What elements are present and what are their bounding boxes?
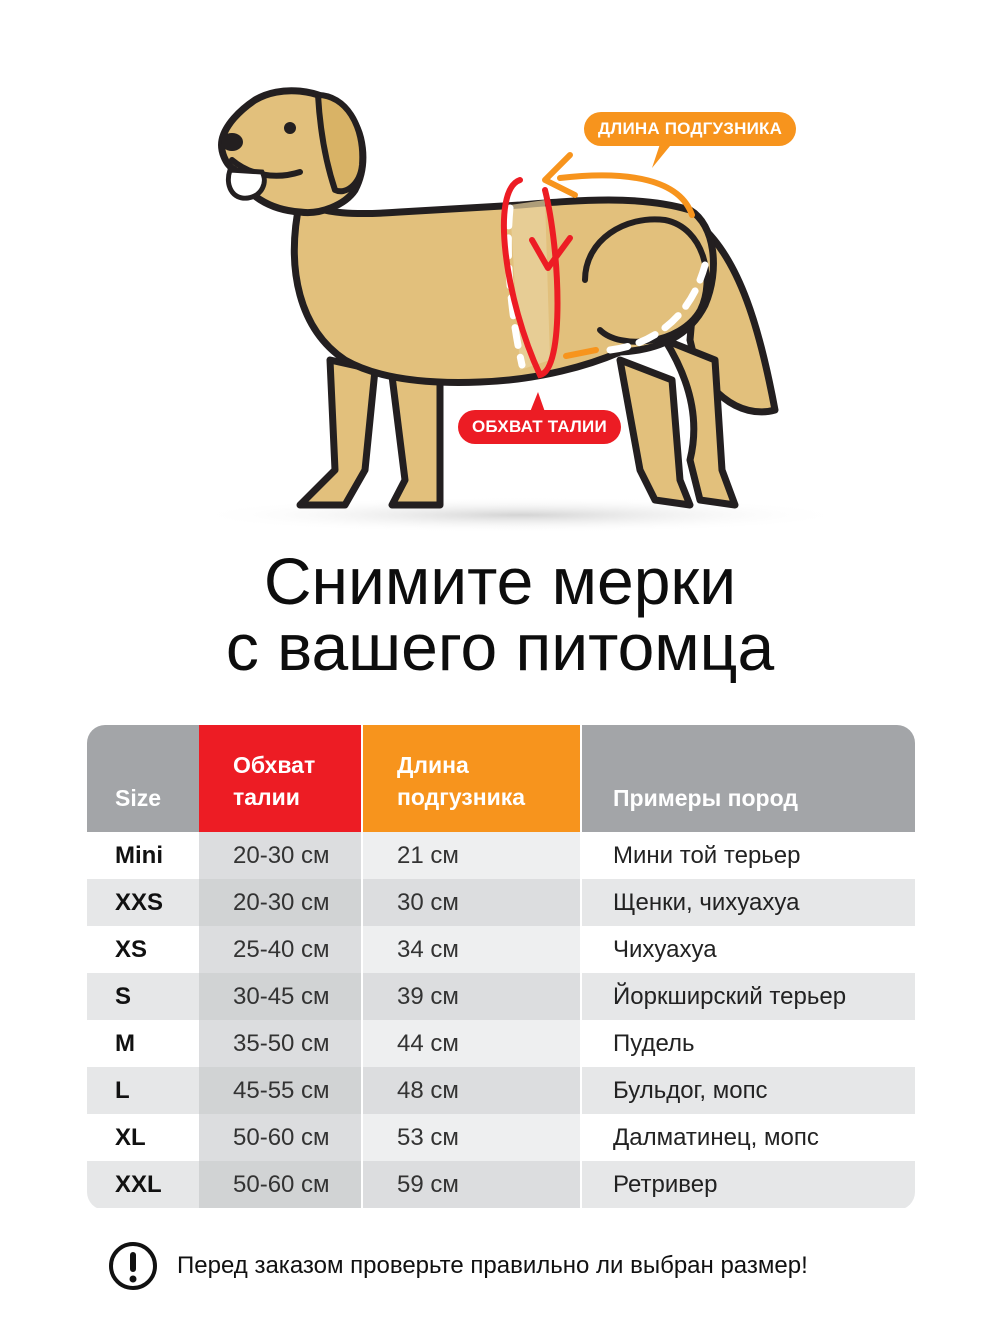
cell-waist: 50-60 см <box>199 1161 361 1208</box>
header-length <box>363 725 580 832</box>
cell-waist: 45-55 см <box>199 1067 361 1114</box>
cell-breeds: Мини той терьер <box>613 842 801 869</box>
header-breeds: Примеры пород <box>613 785 798 811</box>
exclamation-circle-icon <box>107 1240 159 1292</box>
cell-waist: 30-45 см <box>199 973 361 1020</box>
cell-length: 59 см <box>363 1161 580 1208</box>
ground-shadow <box>190 497 850 533</box>
cell-waist: 35-50 см <box>199 1020 361 1067</box>
cell-size: XXL <box>115 1171 162 1198</box>
header-length-line-2: подгузника <box>397 784 526 810</box>
length-label-pointer <box>652 144 670 168</box>
length-label: ДЛИНА ПОДГУЗНИКА <box>584 112 796 146</box>
waist-label: ОБХВАТ ТАЛИИ <box>458 410 621 444</box>
cell-breeds: Далматинец, мопс <box>613 1124 819 1151</box>
table-row <box>87 926 915 973</box>
column-divider <box>361 725 363 1210</box>
page-title <box>0 544 1000 684</box>
footer-text: Перед заказом проверьте правильно ли выбран размер! <box>177 1252 808 1279</box>
header-waist-line-2: талии <box>233 784 300 810</box>
header-size: Size <box>115 785 162 811</box>
cell-length: 48 см <box>363 1067 580 1114</box>
table-row <box>87 1020 915 1067</box>
cell-size: XXS <box>115 889 164 916</box>
page-title-line-2: с вашего питомца <box>225 610 775 684</box>
dog-tongue <box>228 170 264 198</box>
page-title-line-1: Снимите мерки <box>263 544 737 618</box>
cell-length: 53 см <box>363 1114 580 1161</box>
cell-breeds: Ретривер <box>613 1171 718 1198</box>
dog-measurement-illustration <box>0 0 1000 540</box>
cell-breeds: Чихуахуа <box>613 936 717 963</box>
cell-breeds: Пудель <box>613 1030 695 1057</box>
dog-back-leg-far <box>620 360 690 505</box>
cell-size: L <box>115 1077 130 1104</box>
cell-length: 21 см <box>363 832 580 879</box>
cell-size: XS <box>115 936 148 963</box>
cell-size: S <box>115 983 132 1010</box>
dog-nose <box>221 133 243 151</box>
table-row <box>87 1114 915 1161</box>
table-row <box>87 973 915 1020</box>
header-length-line-1: Длина <box>397 752 469 778</box>
table-row <box>87 1067 915 1114</box>
cell-length: 30 см <box>363 879 580 926</box>
header-waist-line-1: Обхват <box>233 752 316 778</box>
cell-waist: 20-30 см <box>199 879 361 926</box>
cell-size: M <box>115 1030 135 1057</box>
cell-size: XL <box>115 1124 146 1151</box>
cell-breeds: Йоркширский терьер <box>613 983 847 1010</box>
cell-waist: 25-40 см <box>199 926 361 973</box>
cell-waist: 50-60 см <box>199 1114 361 1161</box>
dog-front-leg-far <box>300 360 375 505</box>
footer-note <box>107 1240 907 1292</box>
cell-size: Mini <box>115 842 163 869</box>
header-waist <box>199 725 361 832</box>
table-row <box>87 879 915 926</box>
waist-label-pointer <box>530 392 545 412</box>
cell-breeds: Щенки, чихуахуа <box>613 889 800 916</box>
size-table <box>87 725 915 1210</box>
dog-eye <box>284 122 296 134</box>
table-row <box>87 1161 915 1208</box>
cell-breeds: Бульдог, мопс <box>613 1077 768 1104</box>
cell-waist: 20-30 см <box>199 832 361 879</box>
size-table-header <box>87 725 915 832</box>
column-divider <box>580 725 582 1210</box>
table-row <box>87 832 915 879</box>
cell-length: 39 см <box>363 973 580 1020</box>
cell-length: 34 см <box>363 926 580 973</box>
cell-length: 44 см <box>363 1020 580 1067</box>
